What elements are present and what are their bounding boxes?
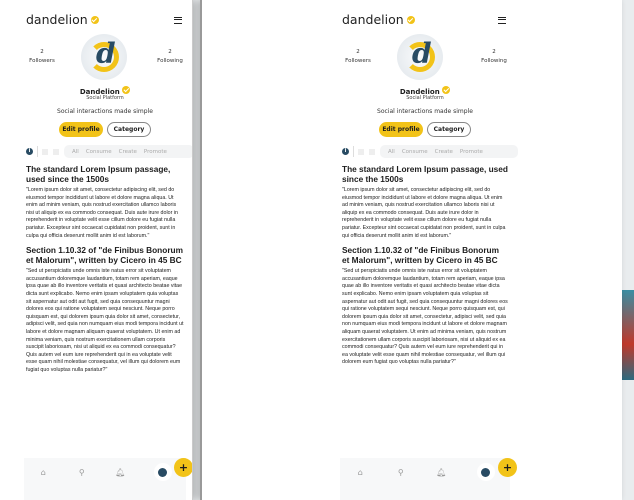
verified-icon xyxy=(442,86,450,94)
article-title: Section 1.10.32 of "de Finibus Bonorum et Malorum", written by Cicero in 45 BC xyxy=(342,245,499,265)
edit-profile-button[interactable]: Edit profile xyxy=(379,122,423,137)
info-icon[interactable]: i xyxy=(342,148,349,155)
bell-icon[interactable]: 🔔︎ xyxy=(436,468,447,477)
tab-consume[interactable]: Consume xyxy=(401,148,428,155)
tab-create[interactable]: Create xyxy=(434,148,453,155)
following-label: Following xyxy=(157,58,183,64)
phone-screen xyxy=(340,0,513,500)
hamburger-menu-icon[interactable] xyxy=(498,17,506,24)
list-view-icon[interactable] xyxy=(53,149,59,155)
following-count: 2 xyxy=(492,49,496,55)
followers-count: 2 xyxy=(40,49,44,55)
following-stat[interactable] xyxy=(474,48,514,66)
followers-count: 2 xyxy=(356,49,360,55)
followers-stat[interactable] xyxy=(338,48,378,66)
tab-all[interactable]: All xyxy=(72,148,79,155)
followers-stat[interactable] xyxy=(22,48,62,66)
home-icon[interactable]: ⌂ xyxy=(357,468,363,477)
profile-tagline: Social interactions made simple xyxy=(377,108,473,115)
mobile-preview xyxy=(0,0,193,500)
tab-consume[interactable]: Consume xyxy=(85,148,112,155)
article-title: The standard Lorem Ipsum passage, used since the 1500s xyxy=(26,164,171,184)
article-feed xyxy=(26,165,184,380)
edit-profile-button[interactable]: Edit profile xyxy=(59,122,103,137)
app-header xyxy=(342,12,510,32)
verified-icon xyxy=(91,16,99,24)
bottom-nav xyxy=(24,458,186,500)
article-body: "Sed ut perspiciatis unde omnis iste natus error sit voluptatem accusantium doloremque laudantium, totam rem aperiam, eaque ipsa quae ab illo inventore veritatis et quasi architecto beatae vitae dicta sunt explicabo. Nemo enim ipsam voluptatem quia voluptas sit aspernatur aut odit aut fugit, sed quia consequuntur magni dolores eos qui ratione voluptatem sequi nesciunt. Neque porro quisquam est, qui dolorem ipsum quia dolor sit amet, consectetur, adipisci velit, sed quia non numquam eius modi tempora incidunt ut labore et dolore magnam aliquam quaerat voluptatem. Ut enim ad minima veniam, quis nostrum exercitationem ullam corporis suscipit laboriosam, nisi ut aliquid ex ea commodi consequatur? Quis autem vel eum iure reprehenderit qui in ea voluptate velit esse quam nihil molestiae consequatur, vel illum qui dolorem eum fugiat quo voluptas nulla pariatur?" xyxy=(26,268,184,373)
verified-icon xyxy=(407,16,415,24)
article-title: Section 1.10.32 of "de Finibus Bonorum et Malorum", written by Cicero in 45 BC xyxy=(26,245,183,265)
app-header xyxy=(26,12,186,32)
profile-subtitle: Social Platform xyxy=(86,95,124,101)
profile-name: Dandelion xyxy=(24,86,186,96)
home-icon[interactable]: ⌂ xyxy=(40,468,46,477)
brand-logo[interactable] xyxy=(342,12,510,27)
following-label: Following xyxy=(481,58,507,64)
tab-create[interactable]: Create xyxy=(118,148,137,155)
search-icon[interactable]: ⚲ xyxy=(397,468,404,477)
article-title: The standard Lorem Ipsum passage, used since the 1500s xyxy=(342,164,508,184)
grid-view-icon[interactable] xyxy=(42,149,48,155)
verified-icon xyxy=(122,86,130,94)
profile-name: Dandelion xyxy=(340,86,510,96)
tab-all[interactable]: All xyxy=(388,148,395,155)
following-count: 2 xyxy=(168,49,172,55)
profile-tagline: Social interactions made simple xyxy=(57,108,153,115)
profile-icon[interactable] xyxy=(154,463,172,481)
profile-icon[interactable] xyxy=(477,463,495,481)
profile-subtitle: Social Platform xyxy=(406,95,444,101)
brand-name: dandelion xyxy=(342,12,404,27)
followers-label: Followers xyxy=(345,58,371,64)
following-stat[interactable] xyxy=(150,48,190,66)
tab-promote[interactable]: Promote xyxy=(143,148,167,155)
background-shape xyxy=(620,290,634,380)
avatar-logo: d xyxy=(96,37,116,70)
article-feed xyxy=(342,165,508,373)
tab-promote[interactable]: Promote xyxy=(459,148,483,155)
filter-bar xyxy=(342,145,518,158)
brand-logo[interactable] xyxy=(26,12,186,27)
add-fab-button[interactable]: + xyxy=(498,458,517,477)
desktop-preview xyxy=(200,0,622,500)
article-body: "Sed ut perspiciatis unde omnis iste natus error sit voluptatem accusantium doloremque laudantium, totam rem aperiam, eaque ipsa quae ab illo inventore veritatis et quasi architecto beatae vitae dicta sunt explicabo. Nemo enim ipsam voluptatem quia voluptas sit aspernatur aut odit aut fugit, sed quia consequuntur magni dolores eos qui ratione voluptatem sequi nesciunt. Neque porro quisquam est, qui dolorem ipsum quia dolor sit amet, consectetur, adipisci velit, sed quia non numquam eius modi tempora incidunt ut labore et dolore magnam aliquam quaerat voluptatem. Ut enim ad minima veniam, quis nostrum exercitationem ullam corporis suscipit laboriosam, nisi ut aliquid ex ea commodi consequatur? Quis autem vel eum iure reprehenderit qui in ea voluptate velit esse quam nihil molestiae consequatur, vel illum qui dolorem eum fugiat quo voluptas nulla pariatur?" xyxy=(342,268,508,366)
avatar[interactable] xyxy=(397,34,443,80)
bell-icon[interactable]: 🔔︎ xyxy=(115,468,126,477)
followers-label: Followers xyxy=(29,58,55,64)
info-icon[interactable]: i xyxy=(26,148,33,155)
phone-screen xyxy=(24,0,189,500)
add-fab-button[interactable]: + xyxy=(174,458,193,477)
hamburger-menu-icon[interactable] xyxy=(174,17,182,24)
bottom-nav xyxy=(340,458,510,500)
divider xyxy=(353,146,354,157)
search-icon[interactable]: ⚲ xyxy=(78,468,85,477)
article-body: "Lorem ipsum dolor sit amet, consectetur adipiscing elit, sed do eiusmod tempor incididunt ut labore et dolore magna aliqua. Ut enim ad minim veniam, quis nostrud exercitation ullamco laboris nisi ut aliquip ex ea commodo consequat. Duis aute irure dolor in reprehenderit in voluptate velit esse cillum dolore eu fugiat nulla pariatur. Excepteur sint occaecat cupidatat non proident, sunt in culpa qui officia deserunt mollit anim id est laborum." xyxy=(26,187,178,239)
grid-view-icon[interactable] xyxy=(358,149,364,155)
category-button[interactable]: Category xyxy=(107,122,151,137)
filter-bar xyxy=(26,145,193,158)
avatar[interactable] xyxy=(81,34,127,80)
divider xyxy=(37,146,38,157)
brand-name: dandelion xyxy=(26,12,88,27)
article-body: "Lorem ipsum dolor sit amet, consectetur adipiscing elit, sed do eiusmod tempor incididunt ut labore et dolore magna aliqua. Ut enim ad minim veniam, quis nostrud exercitation ullamco laboris nisi ut aliquip ex ea commodo consequat. Duis aute irure dolor in reprehenderit in voluptate velit esse cillum dolore eu fugiat nulla pariatur. Excepteur sint occaecat cupidatat non proident, sunt in culpa qui officia deserunt mollit anim id est laborum." xyxy=(342,187,506,239)
category-button[interactable]: Category xyxy=(427,122,471,137)
list-view-icon[interactable] xyxy=(369,149,375,155)
avatar-logo: d xyxy=(412,37,432,70)
